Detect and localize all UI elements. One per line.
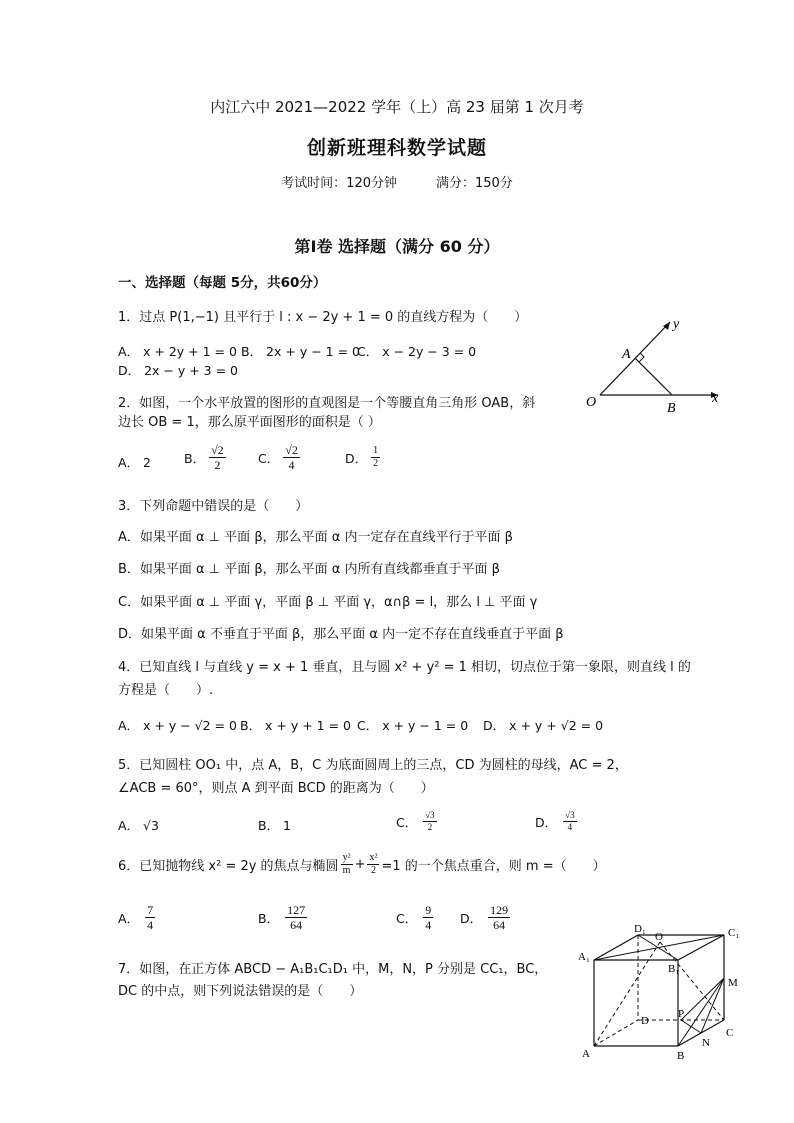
q3-option-c: C．如果平面 α ⊥ 平面 γ，平面 β ⊥ 平面 γ，α∩β = l，那么 l ⊥ 平面 γ bbox=[118, 595, 538, 610]
q2-option-b-label: B． bbox=[184, 450, 206, 466]
label-a: A bbox=[622, 347, 631, 362]
q3-option-b: B．如果平面 α ⊥ 平面 β，那么平面 α 内所有直线都垂直于平面 β bbox=[118, 562, 500, 577]
q5-option-d-fraction bbox=[563, 810, 576, 833]
q5-line1: 5．已知圆柱 OO₁ 中，点 A，B，C 为底面圆周上的三点，CD 为圆柱的母线，AC = 2， bbox=[118, 758, 628, 773]
label-b: B bbox=[677, 1050, 685, 1062]
q6-option-a-label: A． bbox=[118, 910, 140, 926]
edge-ad-hidden bbox=[594, 1020, 638, 1046]
q1-option-a: A． x + 2y + 1 = 0 bbox=[118, 344, 237, 359]
q3-stem: 3．下列命题中错误的是（ ） bbox=[118, 499, 309, 514]
q3-option-d: D．如果平面 α 不垂直于平面 β，那么平面 α 内一定不存在直线垂直于平面 β bbox=[118, 627, 564, 642]
q5-line2: ∠ACB = 60°，则点 A 到平面 BCD 的距离为（ ） bbox=[118, 781, 434, 796]
segment-mp bbox=[681, 978, 724, 1020]
q6-f1-num: y² bbox=[342, 852, 351, 863]
q6-b-den: 64 bbox=[290, 918, 303, 932]
exam-title: 创新班理科数学试题 bbox=[306, 137, 487, 159]
label-d: D bbox=[641, 1015, 649, 1027]
q6-option-d-fraction bbox=[488, 903, 510, 932]
q6-a-den: 4 bbox=[147, 918, 154, 932]
label-b1: B₁ bbox=[668, 963, 680, 975]
q5-option-c-label: C． bbox=[396, 814, 418, 830]
q6-option-b-fraction bbox=[285, 903, 307, 932]
label-d1: D₁ bbox=[634, 923, 646, 935]
q6-option-b-label: B． bbox=[258, 910, 280, 926]
q7-line1: 7．如图，在正方体 ABCD − A₁B₁C₁D₁ 中，M，N，P 分别是 CC₁，BC， bbox=[118, 962, 548, 977]
q6-f2-num: x² bbox=[369, 852, 378, 863]
q6-b-num: 127 bbox=[287, 903, 306, 917]
q2-b-num: √2 bbox=[211, 443, 224, 457]
q5-option-d bbox=[535, 810, 577, 833]
line-oc-hidden bbox=[660, 942, 724, 1020]
q5-c-den: 2 bbox=[427, 822, 433, 832]
q6-plus: + bbox=[354, 857, 366, 872]
q6-option-d bbox=[460, 903, 510, 932]
section-heading: 一、选择题（每题 5分，共60分） bbox=[118, 275, 327, 291]
q2-option-d-fraction bbox=[371, 445, 380, 470]
q1-stem: 1．过点 P(1,−1) 且平行于 l : x − 2y + 1 = 0 的直线方程为（ ） bbox=[118, 310, 528, 325]
q4-option-a: A． x + y − √2 = 0 bbox=[118, 718, 237, 733]
q1-option-b: B． 2x + y − 1 = 0 bbox=[241, 344, 360, 359]
segment-mn bbox=[701, 978, 724, 1033]
q2-option-b-fraction bbox=[209, 443, 226, 472]
label-a1: A₁ bbox=[578, 951, 590, 963]
q4-option-c: C． x + y − 1 = 0 bbox=[357, 718, 469, 733]
edge-b1c1 bbox=[678, 935, 724, 960]
q2-d-num: 1 bbox=[373, 445, 379, 456]
q2-d-den: 2 bbox=[373, 458, 379, 469]
label-y: y bbox=[673, 317, 680, 332]
q5-option-d-label: D． bbox=[535, 814, 558, 830]
q5-option-b: B． 1 bbox=[258, 818, 292, 833]
school-line: 内江六中 2021—2022 学年（上）高 23 届第 1 次月考 bbox=[210, 98, 584, 116]
q2-option-b bbox=[184, 443, 226, 472]
label-a: A bbox=[582, 1048, 590, 1060]
q5-option-c-fraction bbox=[423, 810, 436, 833]
q5-option-c bbox=[396, 810, 437, 833]
label-m: M bbox=[728, 977, 738, 989]
exam-info: 考试时间：120分钟 满分：150分 bbox=[281, 176, 513, 191]
q2-option-c-fraction bbox=[283, 443, 300, 472]
q5-d-den: 4 bbox=[567, 822, 573, 832]
q2-c-den: 4 bbox=[288, 458, 295, 472]
q6-fraction-2 bbox=[367, 852, 379, 877]
q2-option-c bbox=[258, 443, 300, 472]
q2-option-a: A． 2 bbox=[118, 455, 151, 470]
q4-line2: 方程是（ ）. bbox=[118, 683, 214, 698]
q4-option-b: B． x + y + 1 = 0 bbox=[240, 718, 352, 733]
label-x: x bbox=[712, 391, 719, 406]
q2-option-c-label: C． bbox=[258, 450, 280, 466]
q6-a-num: 7 bbox=[147, 903, 154, 917]
q6-option-c-label: C． bbox=[396, 910, 418, 926]
q6-option-b bbox=[258, 903, 307, 932]
label-p: P bbox=[678, 1008, 685, 1020]
q6-d-den: 64 bbox=[493, 918, 506, 932]
q5-option-a: A． √3 bbox=[118, 818, 159, 833]
section-title: 第Ⅰ卷 选择题（满分 60 分） bbox=[294, 237, 500, 256]
q6-f2-den: 2 bbox=[370, 865, 376, 876]
q6-option-d-label: D． bbox=[460, 910, 483, 926]
q5-d-num: √3 bbox=[565, 810, 575, 820]
cube-figure bbox=[574, 920, 754, 1062]
q2-b-den: 2 bbox=[214, 458, 221, 472]
q6-option-c bbox=[396, 903, 433, 932]
label-c1: C₁ bbox=[728, 927, 740, 939]
q1-option-d: D． 2x − y + 3 = 0 bbox=[118, 363, 239, 378]
q6-stem-post: =1 的一个焦点重合，则 m =（ ） bbox=[381, 859, 606, 874]
label-o: O bbox=[655, 931, 663, 943]
q6-c-den: 4 bbox=[425, 918, 432, 932]
label-o: O bbox=[586, 395, 597, 410]
q4-option-d: D． x + y + √2 = 0 bbox=[483, 718, 604, 733]
q6-stem bbox=[118, 852, 606, 877]
q6-f1-den: m bbox=[342, 865, 351, 876]
q2-line1: 2．如图，一个水平放置的图形的直观图是一个等腰直角三角形 OAB，斜 bbox=[118, 396, 536, 411]
q1-option-c: C． x − 2y − 3 = 0 bbox=[357, 344, 477, 359]
q6-option-a bbox=[118, 903, 155, 932]
q7-line2: DC 的中点，则下列说法错误的是（ ） bbox=[118, 984, 363, 999]
q6-option-c-fraction bbox=[423, 903, 433, 932]
q2-option-d bbox=[345, 445, 380, 470]
q2-option-d-label: D． bbox=[345, 450, 368, 466]
segment-mb bbox=[678, 978, 724, 1046]
label-c: C bbox=[726, 1027, 734, 1039]
q6-fraction-1 bbox=[341, 852, 353, 877]
triangle-figure bbox=[578, 310, 728, 420]
q3-option-a: A．如果平面 α ⊥ 平面 β，那么平面 α 内一定存在直线平行于平面 β bbox=[118, 530, 513, 545]
q2-line2: 边长 OB = 1，那么原平面图形的面积是（ ） bbox=[118, 415, 381, 430]
label-b: B bbox=[667, 401, 676, 416]
q6-c-num: 9 bbox=[425, 903, 432, 917]
q4-line1: 4．已知直线 l 与直线 y = x + 1 垂直，且与圆 x² + y² = 1 相切，切点位于第一象限，则直线 l 的 bbox=[118, 660, 691, 675]
q2-c-num: √2 bbox=[285, 443, 298, 457]
q6-d-num: 129 bbox=[490, 903, 509, 917]
q6-stem-pre: 6．已知抛物线 x² = 2y 的焦点与椭圆 bbox=[118, 859, 339, 874]
q6-option-a-fraction bbox=[145, 903, 155, 932]
q5-c-num: √3 bbox=[425, 810, 435, 820]
segment-ab bbox=[635, 358, 672, 395]
label-n: N bbox=[702, 1037, 710, 1049]
